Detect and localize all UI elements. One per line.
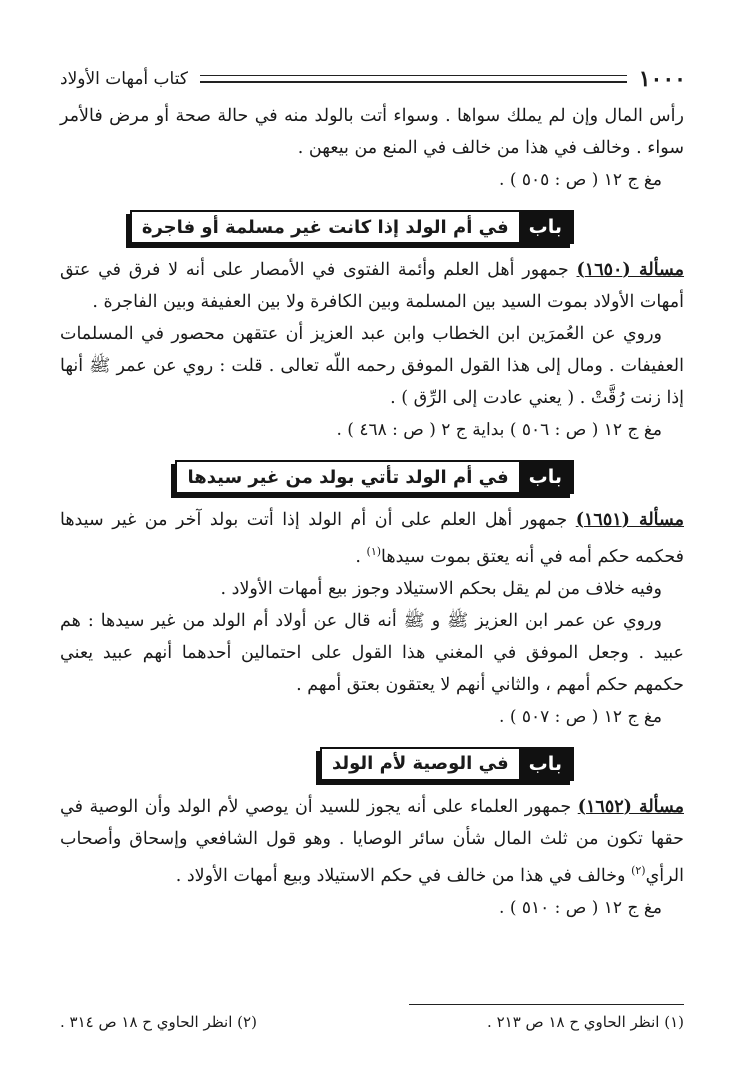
masala-text: جمهور العلماء على أنه يجوز للسيد أن يوصي لأم الولد وأن الوصية في حقها تكون من ثلث المال شأن سائر الوصايا . وهو قول الشافعي وإسحاق وأصحاب الرأي: [60, 796, 684, 886]
masala-label: مسألة (١٦٥٢): [577, 796, 684, 817]
masala-label: مسألة (١٦٥١): [575, 510, 684, 530]
intro-reference: مغ ج ١٢ ( ص : ٥٠٥ ) .: [499, 170, 662, 190]
section-heading-3: [320, 747, 574, 781]
body-paragraph: وفيه خلاف من لم يقل بحكم الاستيلاد وجوز بيع أمهات الأولاد .: [220, 578, 662, 599]
footnote-marker: (١): [366, 545, 382, 558]
page-content: [60, 100, 684, 928]
section-heading-2: [175, 460, 574, 494]
footnote-2: (٢) انظر الحاوي ح ١٨ ص ٣١٤ .: [60, 1013, 257, 1031]
section-heading-1: [130, 210, 574, 244]
section-reference: مغ ج ١٢ ( ص : ٥٠٦ ) بداية ج ٢ ( ص : ٤٦٨ ) .: [336, 420, 662, 440]
footnotes: [60, 1004, 684, 1031]
book-title: كتاب أمهات الأولاد: [60, 69, 188, 89]
header-rule: [200, 75, 627, 83]
bab-label: باب: [519, 212, 572, 242]
footnote-rule: [409, 1004, 684, 1005]
bab-label: باب: [519, 749, 572, 779]
footnote-row: [60, 1013, 684, 1031]
body-paragraph: وروي عن العُمرَين ابن الخطاب وابن عبد العزيز أن عتقهن محصور في المسلمات العفيفات . ومال إلى هذا القول الموفق رحمه اللّه تعالى . قلت : روي عن عمر ﷺ أنها إذا زنت رُقَّتْ . ( يعني عادت إلى الرِّق ) .: [60, 324, 684, 408]
masala-tail: .: [355, 546, 367, 567]
bab-label: باب: [519, 462, 572, 492]
page-number: ١٠٠٠: [638, 66, 686, 92]
section-reference: مغ ج ١٢ ( ص : ٥٠٧ ) .: [499, 706, 662, 727]
masala-paragraph: [60, 254, 684, 318]
section-title: في الوصية لأم الولد: [331, 753, 509, 775]
masala-paragraph: [60, 504, 684, 573]
masala-text: جمهور أهل العلم وأئمة الفتوى في الأمصار على أنه لا فرق في عتق أمهات الأولاد بموت السيد بين المسلمة وبين الكافرة ولا بين العفيفة وبين الفاجرة .: [60, 260, 684, 312]
page-header: [60, 62, 686, 96]
intro-paragraph: رأس المال وإن لم يملك سواها . وسواء أتت بالولد منه في حالة صحة أو مرض فالأمر سواء . وخالف في هذا من خالف في المنع من بيعهن .: [60, 106, 684, 158]
masala-label: مسألة (١٦٥٠): [576, 260, 685, 280]
section-title: في أم الولد إذا كانت غير مسلمة أو فاجرة: [141, 216, 509, 238]
masala-tail: وخالف في هذا من خالف في حكم الاستيلاد وبيع أمهات الأولاد .: [175, 865, 632, 886]
footnote-1: (١) انظر الحاوي ح ١٨ ص ٢١٣ .: [487, 1013, 684, 1031]
masala-paragraph: [60, 791, 684, 892]
section-reference: مغ ج ١٢ ( ص : ٥١٠ ) .: [499, 897, 662, 918]
body-paragraph: وروي عن عمر ابن العزيز ﷺ و ﷺ أنه قال عن أولاد أم الولد من غير سيدها : هم عبيد . وجعل الموفق في المغني هذا القول على احتمالين أحدهما أنهم عبيد يعني حكمهم حكم أمهم ، والثاني أنهم لا يعتقون بعتق أمهم .: [60, 610, 684, 695]
section-title: في أم الولد تأتي بولد من غير سيدها: [187, 466, 509, 488]
footnote-marker: (٢): [631, 863, 646, 877]
masala-text: جمهور أهل العلم على أن أم الولد إذا أتت بولد آخر من غير سيدها فحكمه حكم أمه في أنه يعتق بموت سيدها: [60, 510, 684, 567]
